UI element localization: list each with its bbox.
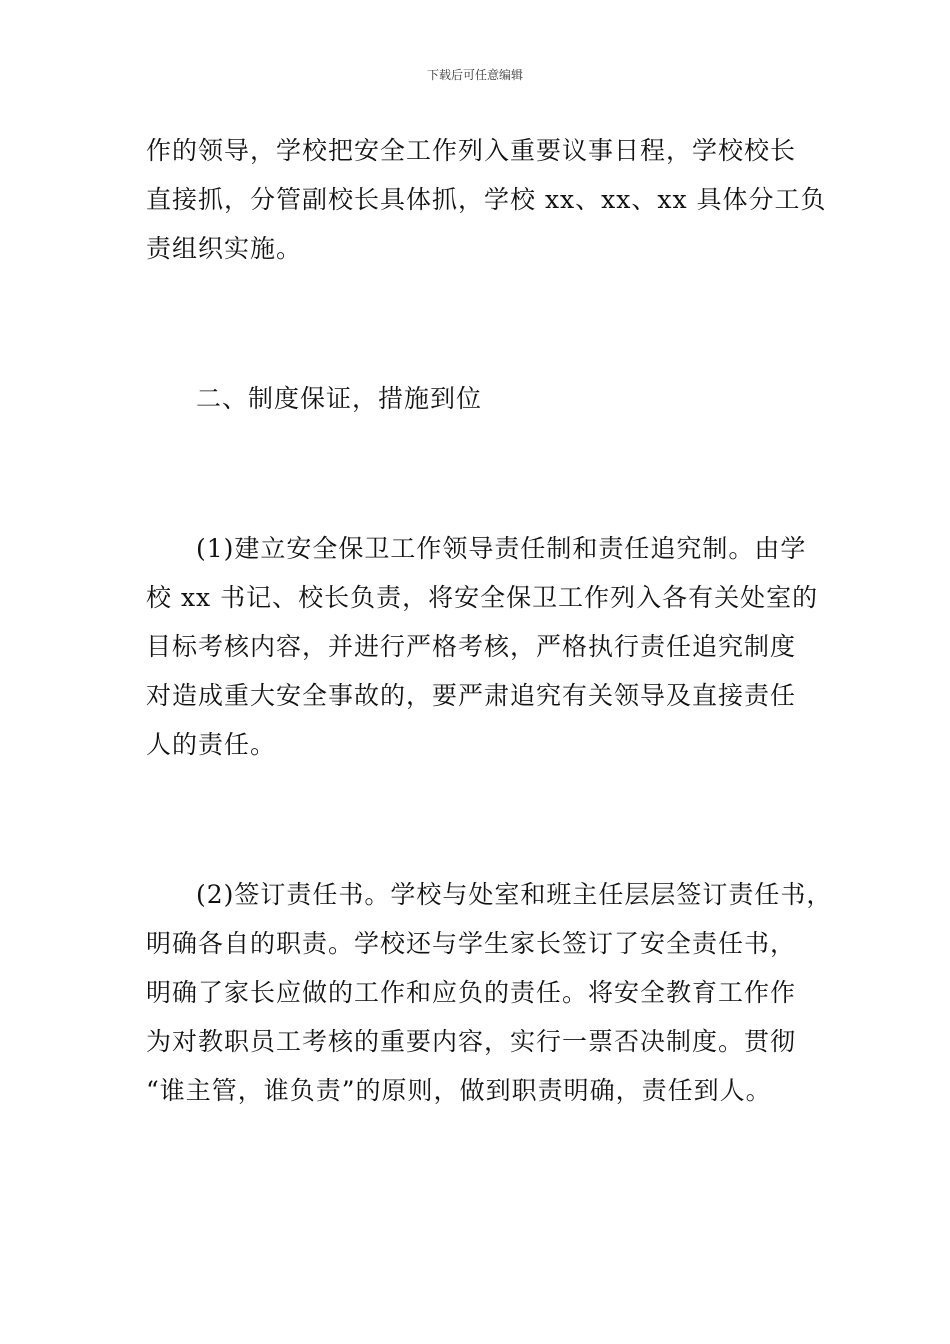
paragraph-line: (2)签订责任书。学校与处室和班主任层层签订责任书，: [196, 880, 833, 909]
section-heading-2: [146, 374, 836, 423]
page-header-note: 下载后可任意编辑: [426, 68, 523, 82]
paragraph-line: “谁主管，谁负责”的原则，做到职责明确，责任到人。: [146, 1076, 772, 1105]
paragraph-line: 对造成重大安全事故的，要严肃追究有关领导及直接责任: [146, 681, 797, 710]
paragraph-item-1: [146, 524, 836, 769]
paragraph-line: 作的领导，学校把安全工作列入重要议事日程，学校校长: [146, 136, 797, 165]
paragraph-line: 为对教职员工考核的重要内容，实行一票否决制度。贯彻: [146, 1027, 797, 1056]
paragraph-line: 人的责任。: [146, 730, 277, 759]
paragraph-line: 明确各自的职责。学校还与学生家长签订了安全责任书，: [146, 929, 797, 958]
paragraph-item-2: [146, 870, 836, 1115]
section-heading: 二、制度保证，措施到位: [196, 384, 483, 413]
paragraph-line: (1)建立安全保卫工作领导责任制和责任追究制。由学: [196, 534, 807, 563]
paragraph-line: 责组织实施。: [146, 234, 303, 263]
paragraph-line: 目标考核内容，并进行严格考核，严格执行责任追究制度: [146, 632, 797, 661]
paragraph-leadership: [146, 126, 836, 273]
paragraph-line: 直接抓，分管副校长具体抓，学校 xx、xx、xx 具体分工负: [146, 185, 827, 214]
paragraph-line: 明确了家长应做的工作和应负的责任。将安全教育工作作: [146, 978, 797, 1007]
paragraph-line: 校 xx 书记、校长负责，将安全保卫工作列入各有关处室的: [146, 583, 819, 612]
